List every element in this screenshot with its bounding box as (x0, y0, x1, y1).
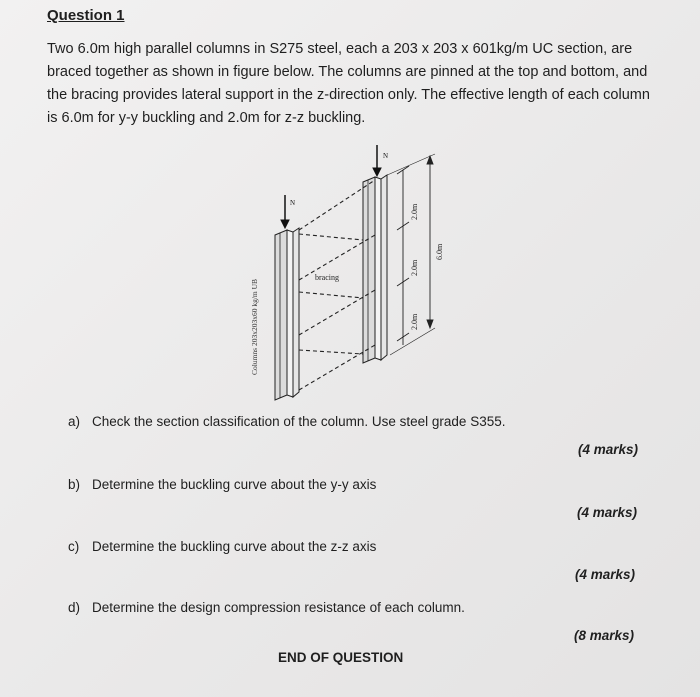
question-a-label: a) (68, 414, 81, 429)
load-label-left: N (290, 199, 296, 207)
question-b-text: Determine the buckling curve about the y-y axis (92, 477, 377, 492)
load-label-right: N (383, 152, 389, 160)
right-column (363, 175, 387, 363)
question-a (68, 414, 505, 429)
dim-mid-label: 2.0m (410, 259, 419, 276)
dim-total-label: 6.0m (435, 243, 444, 260)
question-intro (47, 38, 662, 130)
question-c-marks: (4 marks) (575, 567, 636, 582)
question-d-label: d) (68, 600, 81, 615)
load-arrow-left (281, 195, 289, 228)
question-c-label: c) (68, 539, 80, 554)
end-of-question: END OF QUESTION (278, 650, 404, 665)
question-d-marks: (8 marks) (574, 628, 635, 643)
question-b-marks: (4 marks) (577, 505, 638, 520)
dim-bot-label: 2.0m (410, 313, 419, 330)
question-b (68, 477, 376, 492)
question-c (68, 539, 376, 554)
intro-text: Two 6.0m high parallel columns in S275 steel, each a 203 x 203 x 601kg/m UC section, are braced together as shown in figure below. The columns are pinned at the top and bottom, and the bracing provides lateral support in the z-direction only. The effective length of each column is 6.0m for y-y buckling and 2.0m for z-z buckling. (47, 41, 650, 126)
load-arrow-right (373, 145, 381, 176)
question-b-label: b) (68, 477, 81, 492)
question-a-text: Check the section classification of the column. Use steel grade S355. (92, 414, 506, 429)
bracing-label: bracing (315, 273, 339, 282)
left-column (275, 228, 299, 400)
question-c-text: Determine the buckling curve about the z-z axis (92, 539, 377, 554)
question-title: Question 1 (47, 7, 125, 24)
column-bracing-figure (235, 140, 465, 405)
question-d-text: Determine the design compression resistance of each column. (92, 600, 465, 615)
dim-top-label: 2.0m (410, 203, 419, 220)
question-d (68, 600, 465, 615)
columns-side-label: Columns 203x203x60 kg/m UB (250, 278, 259, 375)
question-a-marks: (4 marks) (578, 442, 639, 457)
